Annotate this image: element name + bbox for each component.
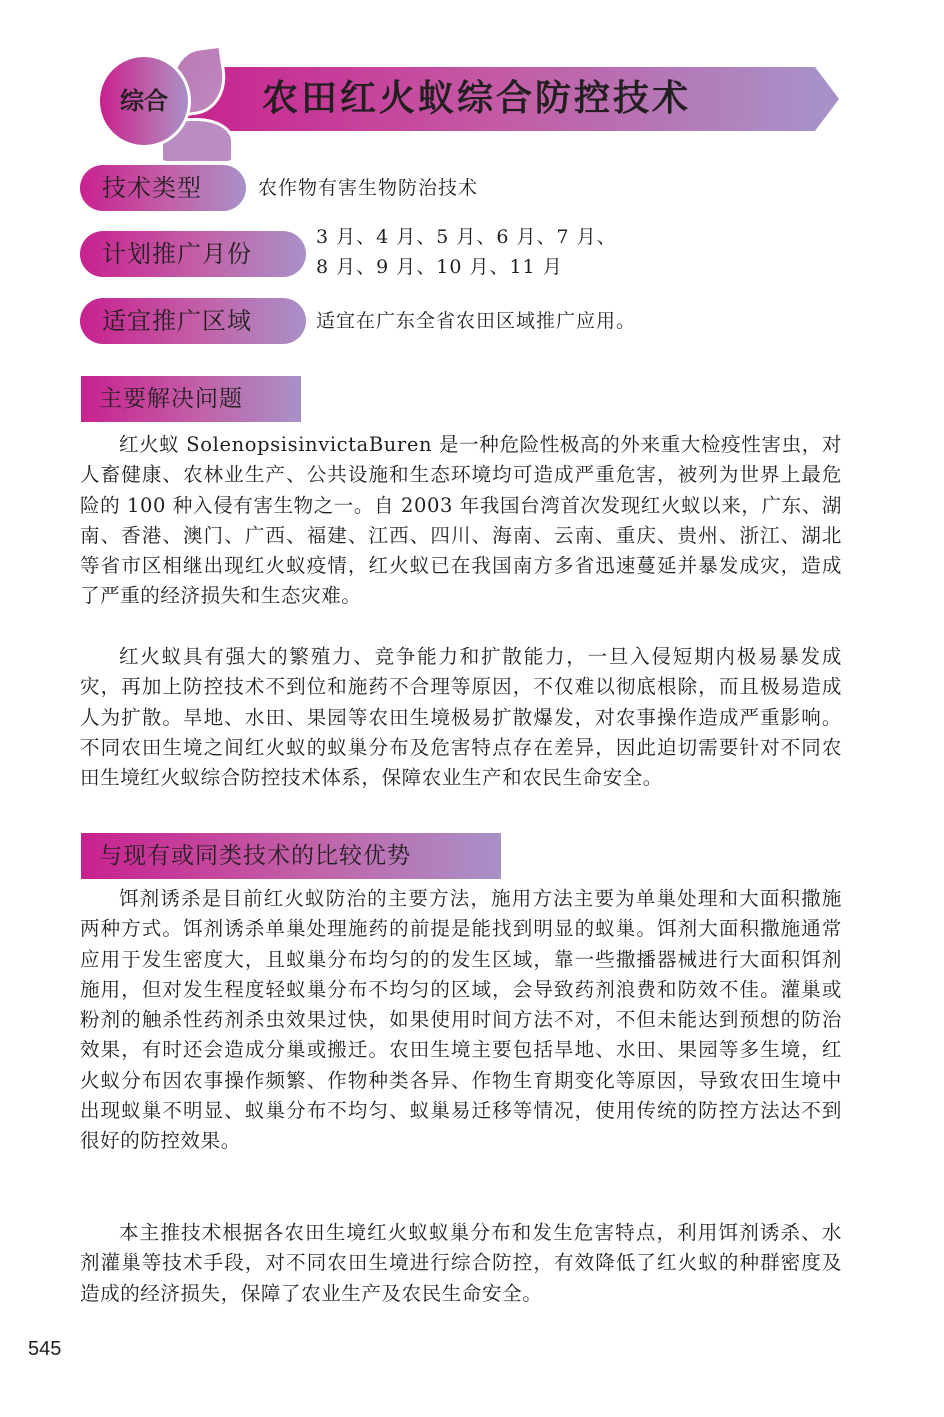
page-number: 545 <box>28 1338 62 1360</box>
category-badge-label: 综合 <box>120 87 168 115</box>
page-title: 农田红火蚁综合防控技术 <box>262 78 692 119</box>
tech-type-label: 技术类型 <box>80 165 246 211</box>
paragraph: 本主推技术根据各农田生境红火蚁蚁巢分布和发生危害特点，利用饵剂诱杀、水剂灌巢等技术手段，对不同农田生境进行综合防控，有效降低了红火蚁的种群密度及造成的经济损失，保障了农业生产及农民生命安全。 <box>80 1221 842 1305</box>
section-heading-main-problems: 主要解决问题 <box>81 376 301 422</box>
paragraph: 红火蚁具有强大的繁殖力、竞争能力和扩散能力，一旦入侵短期内极易暴发成灾，再加上防控技术不到位和施药不合理等原因，不仅难以彻底根除，而且极易造成人为扩散。旱地、水田、果园等农田生境极易扩散爆发，对农事操作造成严重影响。不同农田生境之间红火蚁的蚁巢分布及危害特点存在差异，因此迫切需要针对不同农田生境红火蚁综合防控技术体系，保障农业生产和农民生命安全。 <box>80 645 842 790</box>
promotion-months-value-line-1: 3 月、4 月、5 月、6 月、7 月、 <box>316 226 617 248</box>
promotion-months-label: 计划推广月份 <box>80 231 306 277</box>
paragraph: 饵剂诱杀是目前红火蚁防治的主要方法，施用方法主要为单巢处理和大面积撒施两种方式。饵剂诱杀单巢处理施药的前提是能找到明显的蚁巢。饵剂大面积撒施通常应用于发生密度大，且蚁巢分布均匀的的发生区域，靠一些撒播器械进行大面积饵剂施用，但对发生程度轻蚁巢分布不均匀的区域，会导致药剂浪费和防效不佳。灌巢或粉剂的触杀性药剂杀虫效果过快，如果使用时间方法不对，不但未能达到预想的防治效果，有时还会造成分巢或搬迁。农田生境主要包括旱地、水田、果园等多生境，红火蚁分布因农事操作频繁、作物种类各异、作物生育期变化等原因，导致农田生境中出现蚁巢不明显、蚁巢分布不均匀、蚁巢易迁移等情况，使用传统的防控方法达不到很好的防控效果。 <box>80 887 842 1153</box>
category-badge <box>97 54 191 148</box>
promotion-region-label: 适宜推广区域 <box>80 298 306 344</box>
promotion-region-value: 适宜在广东全省农田区域推广应用。 <box>316 310 637 332</box>
tech-type-value: 农作物有害生物防治技术 <box>258 177 479 199</box>
section-heading-comparative-advantage: 与现有或同类技术的比较优势 <box>81 833 501 879</box>
promotion-months-value-line-2: 8 月、9 月、10 月、11 月 <box>316 256 563 278</box>
title-banner <box>0 40 944 160</box>
banner-arrow-icon <box>815 67 839 131</box>
paragraph: 红火蚁 SolenopsisinvictaBuren 是一种危险性极高的外来重大检疫性害虫，对人畜健康、农林业生产、公共设施和生态环境均可造成严重危害，被列为世界上最危险的 100 种入侵有害生物之一。自 2003 年我国台湾首次发现红火蚁以来，广东、湖南、香港、澳门、广西、福建、江西、四川、海南、云南、重庆、贵州、浙江、湖北等省市区相继出现红火蚁疫情，红火蚁已在我国南方多省迅速蔓延并暴发成灾，造成了严重的经济损失和生态灾难。 <box>80 433 842 608</box>
